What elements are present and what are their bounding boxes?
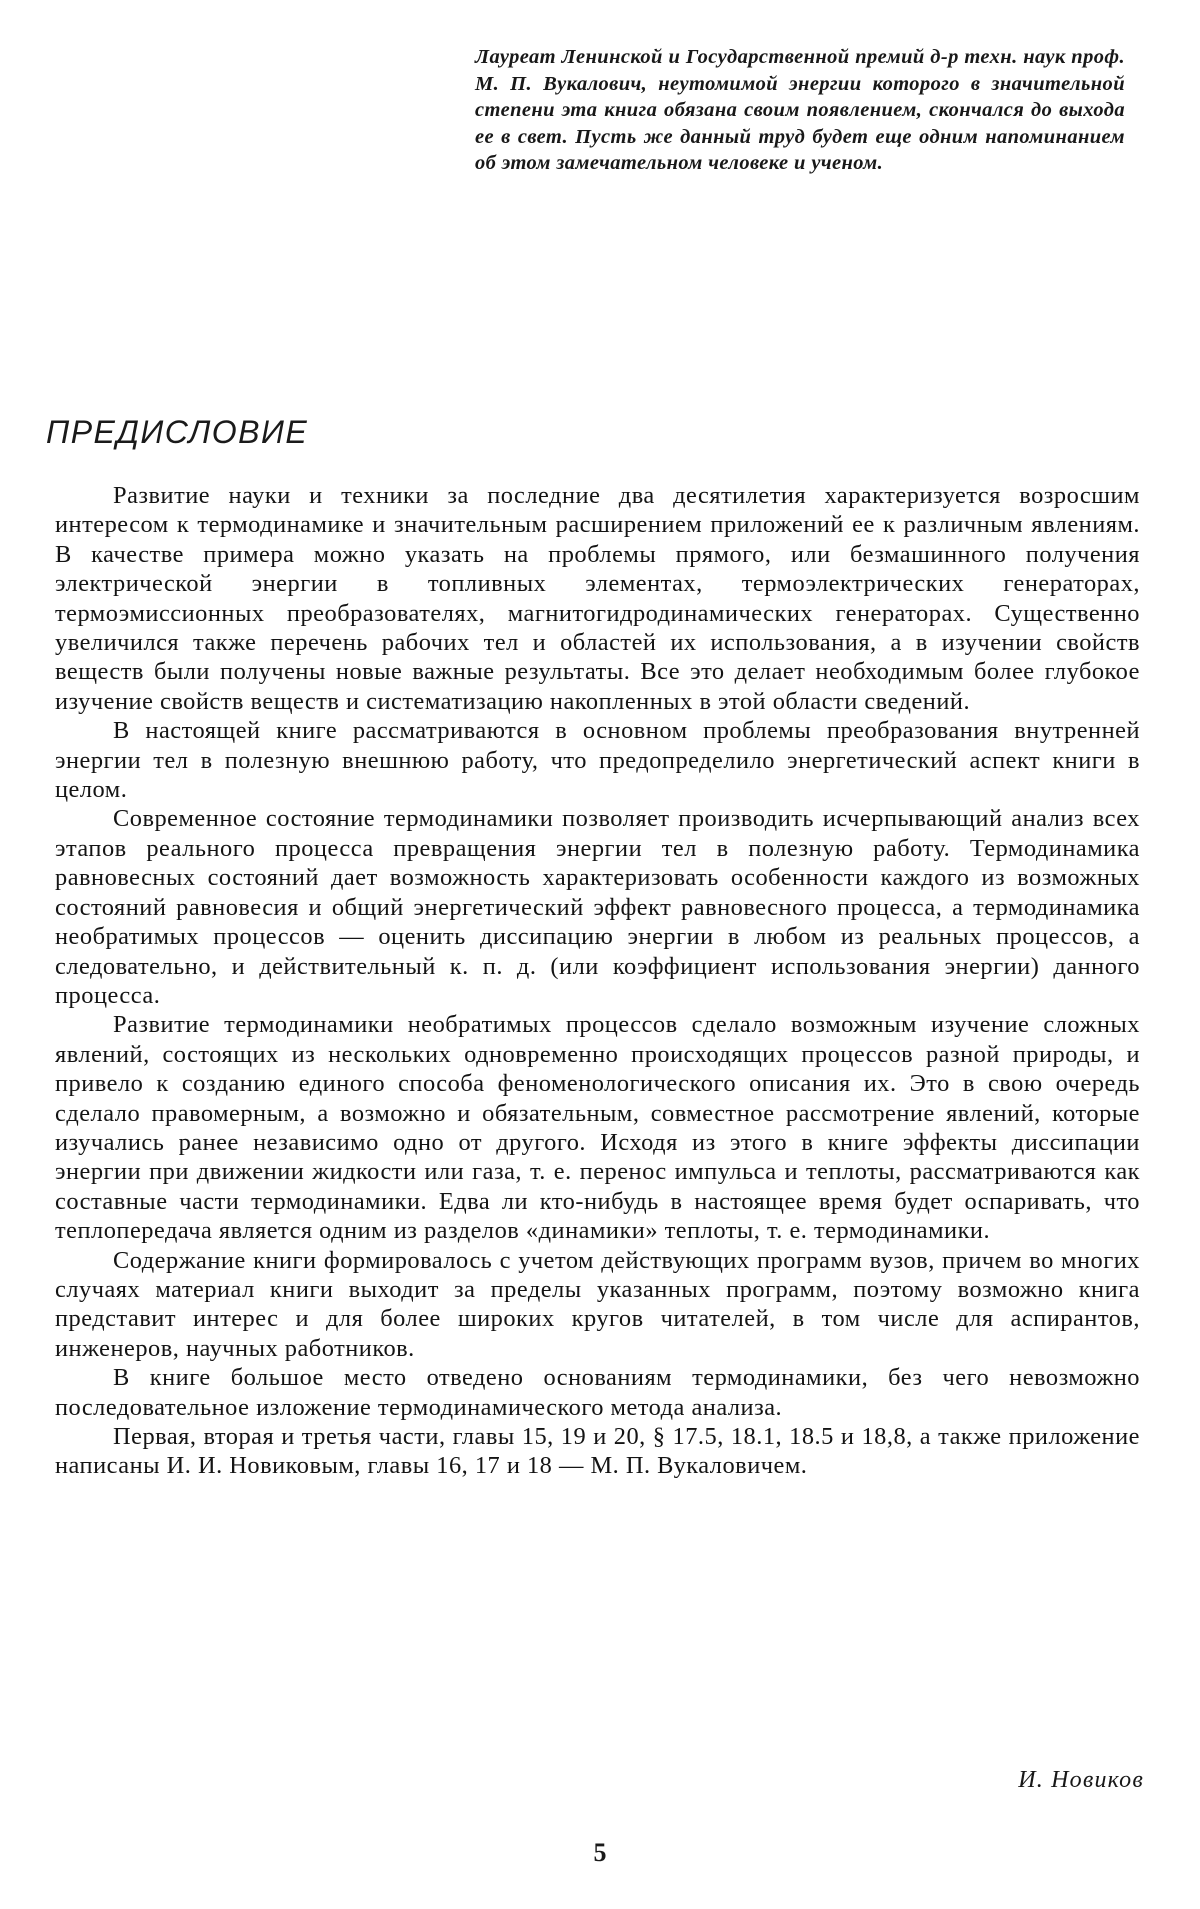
section-heading: ПРЕДИСЛОВИЕ <box>46 414 309 450</box>
paragraph: Современное состояние термодинамики позволяет производить исчерпывающий анализ всех этапов реального процесса превращения энергии тел в полезную работу. Термодинамика равновесных состояний дает возможность характеризовать особенности каждого из возможных состояний равновесия и общий энергетический эффект равновесного процесса, а термодинамика необратимых процессов — оценить диссипацию энергии в любом из реальных процессов, а следовательно, и действительный к. п. д. (или коэффициент использования энергии) данного процесса. <box>55 805 1140 1009</box>
author-signature: И. Новиков <box>1018 1767 1144 1793</box>
page-number: 5 <box>593 1838 607 1867</box>
preface-body <box>55 481 1140 1481</box>
paragraph: Содержание книги формировалось с учетом действующих программ вузов, причем во многих случаях материал книги выходит за пределы указанных программ, поэтому возможно книга представит интерес и для более широких кругов читателей, в том числе для аспирантов, инженеров, научных работников. <box>55 1246 1140 1362</box>
paragraph: Первая, вторая и третья части, главы 15, 19 и 20, § 17.5, 18.1, 18.5 и 18,8, а также приложение написаны И. И. Новиковым, главы 16, 17 и 18 — М. П. Вукаловичем. <box>55 1423 1140 1480</box>
paragraph: Развитие термодинамики необратимых процессов сделало возможным изучение сложных явлений, состоящих из нескольких одновременно происходящих процессов разной природы, и привело к созданию единого способа феноменологического описания их. Это в свою очередь сделало правомерным, а возможно и обязательным, совместное рассмотрение явлений, которые изучались ранее независимо одно от другого. Исходя из этого в книге эффекты диссипации энергии при движении жидкости или газа, т. е. перенос импульса и теплоты, рассматриваются как составные части термодинамики. Едва ли кто-нибудь в настоящее время будет оспаривать, что теплопередача является одним из разделов «динамики» теплоты, т. е. термодинамики. <box>55 1011 1140 1245</box>
dedication-note: Лауреат Ленинской и Государственной премий д-р техн. наук проф. М. П. Вукалович, неутомимой энергии которого в значительной степени эта книга обязана своим появлением, скончался до выхода ее в свет. Пусть же данный труд будет еще одним напоминанием об этом замечательном человеке и ученом. <box>475 46 1125 175</box>
paragraph: Развитие науки и техники за последние два десятилетия характеризуется возросшим интересом к термодинамике и значительным расширением приложений ее к различным явлениям. В качестве примера можно указать на проблемы прямого, или безмашинного получения электрической энергии в топливных элементах, термоэлектрических генераторах, термоэмиссионных преобразователях, магнитогидродинамических генераторах. Существенно увеличился также перечень рабочих тел и областей их использования, а в изучении свойств веществ были получены новые важные результаты. Все это делает необходимым более глубокое изучение свойств веществ и систематизацию накопленных в этой области сведений. <box>55 482 1140 715</box>
paragraph: В настоящей книге рассматриваются в основном проблемы преобразования внутренней энергии тел в полезную внешнюю работу, что предопределило энергетический аспект книги в целом. <box>55 717 1140 804</box>
paragraph: В книге большое место отведено основаниям термодинамики, без чего невозможно последовательное изложение термодинамического метода анализа. <box>55 1364 1140 1421</box>
